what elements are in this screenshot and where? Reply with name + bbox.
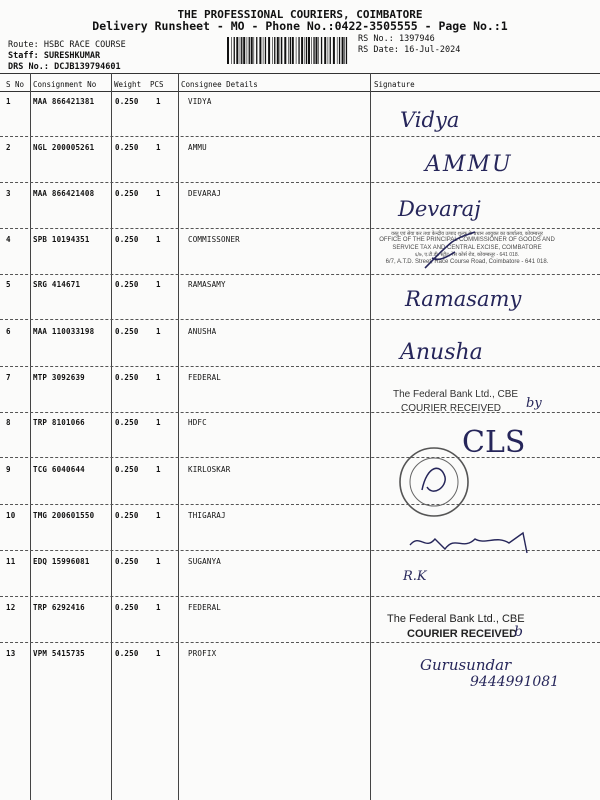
cell-sno: 13 <box>6 649 16 658</box>
cell-consignment-no: MAA 866421381 <box>33 97 95 106</box>
rs-date-line <box>358 45 460 55</box>
barcode-bar <box>263 37 264 64</box>
cell-pcs: 1 <box>156 649 161 658</box>
column-header-consignee: Consignee Details <box>181 80 258 89</box>
cell-sno: 10 <box>6 511 16 520</box>
gst-office-stamp: वस्तु एवं सेवा कर तथा केन्द्रीय उत्पाद शुल्क के प्रधान आयुक्त का कार्यालय, कोयम्बत्तूर OFFICE OF THE PRINCIPAL COMMISSIONER OF GOODS AND SERVICE TAX AND CENTRAL EXCISE, COIMBATORE ६/७, ए.टी.डी. स्ट्रीट, रेस कोर्स रोड, कोयम्बत्तूर - 641 018. 6/7, A.T.D. Street, Race Course Road, Coimbatore - 641 018. <box>336 231 598 266</box>
row-separator <box>0 366 600 367</box>
column-header-signature: Signature <box>374 80 415 89</box>
drs-line <box>8 62 121 72</box>
cell-consignee: AMMU <box>188 143 207 152</box>
table-row <box>0 184 600 230</box>
runsheet-subtitle: Delivery Runsheet - MO - Phone No.:0422-3505555 - Page No.:1 <box>92 19 508 33</box>
staff-label: Staff: <box>8 51 39 61</box>
cell-sno: 11 <box>6 557 16 566</box>
barcode-bar <box>243 37 245 64</box>
barcode-bar <box>346 37 347 64</box>
barcode-bar <box>268 37 270 64</box>
barcode-bar <box>330 37 331 64</box>
table-top-rule <box>0 73 600 74</box>
barcode-bar <box>344 37 345 64</box>
barcode-bar <box>272 37 273 64</box>
row-separator <box>0 319 600 320</box>
cell-consignment-no: MAA 866421408 <box>33 189 95 198</box>
row-separator <box>0 504 600 505</box>
barcode-bar <box>296 37 297 64</box>
barcode-bar <box>231 37 232 64</box>
column-header-sno: S No <box>6 80 25 89</box>
cell-sno: 2 <box>6 143 11 152</box>
cell-consignment-no: TMG 200601550 <box>33 511 95 520</box>
federal-bank-stamp <box>393 388 518 415</box>
commissioner-initials-signature <box>420 228 480 276</box>
cell-pcs: 1 <box>156 557 161 566</box>
cell-pcs: 1 <box>156 235 161 244</box>
column-header-pcs: PCS <box>150 80 164 89</box>
barcode-bar <box>249 37 250 64</box>
cell-weight: 0.250 <box>115 327 139 336</box>
cell-consignee: VIDYA <box>188 97 212 106</box>
staff-value: SURESHKUMAR <box>43 51 101 61</box>
barcode-bar <box>333 37 335 64</box>
barcode-bar <box>339 37 340 64</box>
barcode-bar <box>251 37 253 64</box>
federal-bank-stamp <box>387 612 525 642</box>
cell-consignment-no: MTP 3092639 <box>33 373 85 382</box>
barcode-bar <box>241 37 242 64</box>
barcode-bar <box>254 37 255 64</box>
barcode-bar <box>227 37 229 64</box>
company-title: THE PROFESSIONAL COURIERS, COIMBATORE <box>177 8 423 21</box>
rs-no-line <box>358 34 435 44</box>
barcode-bar <box>305 37 306 64</box>
cell-pcs: 1 <box>156 465 161 474</box>
cell-sno: 6 <box>6 327 11 336</box>
signature-handwriting: Devaraj <box>398 197 481 221</box>
barcode-bar <box>292 37 294 64</box>
signature-handwriting: R.K <box>403 569 427 584</box>
column-header-weight: Weight <box>114 80 142 89</box>
barcode-bar <box>274 37 275 64</box>
rs-date-label: RS Date: <box>358 45 399 55</box>
cell-consignee: SUGANYA <box>188 557 222 566</box>
cell-sno: 4 <box>6 235 11 244</box>
gst-stamp-line: 6/7, A.T.D. Street, Race Course Road, Coimbatore - 641 018. <box>385 258 549 265</box>
cell-weight: 0.250 <box>115 649 139 658</box>
cell-consignment-no: SRG 414671 <box>33 280 81 289</box>
cell-sno: 12 <box>6 603 16 612</box>
barcode-bar <box>308 37 310 64</box>
cell-pcs: 1 <box>156 143 161 152</box>
signature-handwriting: Anusha <box>400 340 483 365</box>
gst-stamp-line: OFFICE OF THE PRINCIPAL COMMISSIONER OF GOODS AND <box>379 237 555 244</box>
cell-weight: 0.250 <box>115 511 139 520</box>
signature-handwriting: AMMU <box>425 152 513 177</box>
row-separator <box>0 136 600 137</box>
cell-consignee: COMMISSONER <box>188 235 240 244</box>
cell-consignee: HDFC <box>188 418 207 427</box>
cell-weight: 0.250 <box>115 373 139 382</box>
barcode-bar <box>337 37 338 64</box>
column-header-consignment: Consignment No <box>33 80 97 89</box>
signature-handwriting: Ramasamy <box>405 287 522 311</box>
barcode <box>227 37 351 64</box>
bank-initials-signature: b <box>514 624 523 640</box>
route-label: Route: <box>8 40 39 50</box>
route-line <box>8 40 126 50</box>
cell-consignment-no: TCG 6040644 <box>33 465 85 474</box>
bank-stamp-line: COURIER RECEIVED <box>401 402 502 414</box>
cell-consignee: RAMASAMY <box>188 280 226 289</box>
cell-sno: 9 <box>6 465 11 474</box>
barcode-bar <box>259 37 261 64</box>
bank-stamp-line: The Federal Bank Ltd., CBE <box>387 613 525 625</box>
rs-date-value: 16-Jul-2024 <box>404 45 461 55</box>
cell-consignee: FEDERAL <box>188 603 222 612</box>
cell-weight: 0.250 <box>115 280 139 289</box>
barcode-bar <box>234 37 235 64</box>
cell-weight: 0.250 <box>115 97 139 106</box>
barcode-bar <box>313 37 314 64</box>
barcode-bar <box>281 37 282 64</box>
barcode-bar <box>288 37 289 64</box>
barcode-bar <box>256 37 257 64</box>
barcode-bar <box>301 37 303 64</box>
cell-consignment-no: NGL 200005261 <box>33 143 95 152</box>
barcode-bar <box>316 37 318 64</box>
barcode-bar <box>290 37 291 64</box>
bank-stamp-line: The Federal Bank Ltd., CBE <box>393 389 519 400</box>
signature-handwriting: CLS <box>462 425 526 460</box>
barcode-bar <box>324 37 326 64</box>
barcode-bar <box>306 37 307 64</box>
cell-weight: 0.250 <box>115 235 139 244</box>
cell-pcs: 1 <box>156 280 161 289</box>
cell-consignment-no: VPM 5415735 <box>33 649 85 658</box>
rs-no-value: 1397946 <box>398 34 435 44</box>
bank-stamp-line: COURIER RECEIVED <box>407 627 518 640</box>
barcode-bar <box>247 37 248 64</box>
cell-sno: 8 <box>6 418 11 427</box>
row-separator <box>0 182 600 183</box>
cell-weight: 0.250 <box>115 557 139 566</box>
cell-sno: 5 <box>6 280 11 289</box>
cell-consignee: KIRLOSKAR <box>188 465 231 474</box>
cell-pcs: 1 <box>156 418 161 427</box>
signature-phone-number: 9444991081 <box>470 674 560 690</box>
row-separator <box>0 642 600 643</box>
signature-handwriting: Gurusundar <box>420 656 512 674</box>
signature-handwriting: Vidya <box>400 108 460 132</box>
barcode-bar <box>277 37 279 64</box>
drs-label: DRS No.: <box>8 62 49 72</box>
cell-consignee: THIGARAJ <box>188 511 226 520</box>
cell-consignment-no: EDQ 15996081 <box>33 557 90 566</box>
table-row <box>0 322 600 368</box>
barcode-bar <box>311 37 312 64</box>
barcode-bar <box>328 37 329 64</box>
cell-consignee: FEDERAL <box>188 373 222 382</box>
cell-consignment-no: TRP 6292416 <box>33 603 85 612</box>
staff-line <box>8 51 100 61</box>
barcode-bar <box>280 37 281 64</box>
cell-consignment-no: MAA 110033198 <box>33 327 95 336</box>
cell-pcs: 1 <box>156 327 161 336</box>
gst-stamp-line: SERVICE TAX AND CENTRAL EXCISE, COIMBATORE <box>392 244 542 251</box>
barcode-bar <box>240 37 241 64</box>
cell-consignee: ANUSHA <box>188 327 217 336</box>
cell-consignee: PROFIX <box>188 649 217 658</box>
drs-value: DCJB139794601 <box>54 62 121 72</box>
row-separator <box>0 228 600 229</box>
round-seal-stamp <box>397 445 471 519</box>
barcode-bar <box>284 37 286 64</box>
cell-sno: 7 <box>6 373 11 382</box>
cell-consignment-no: TRP 8101066 <box>33 418 85 427</box>
cell-pcs: 1 <box>156 603 161 612</box>
rs-no-label: RS No.: <box>358 34 394 44</box>
cell-pcs: 1 <box>156 373 161 382</box>
cell-weight: 0.250 <box>115 418 139 427</box>
cell-consignment-no: SPB 10194351 <box>33 235 90 244</box>
barcode-bar <box>298 37 299 64</box>
cell-pcs: 1 <box>156 189 161 198</box>
cell-weight: 0.250 <box>115 603 139 612</box>
cell-weight: 0.250 <box>115 465 139 474</box>
cell-sno: 3 <box>6 189 11 198</box>
row-separator <box>0 596 600 597</box>
bank-initials-signature: by <box>526 396 542 411</box>
cell-consignee: DEVARAJ <box>188 189 222 198</box>
cell-weight: 0.250 <box>115 143 139 152</box>
cell-pcs: 1 <box>156 511 161 520</box>
barcode-bar <box>318 37 319 64</box>
barcode-bar <box>236 37 238 64</box>
cell-weight: 0.250 <box>115 189 139 198</box>
table-row <box>0 92 600 138</box>
signature-handwriting <box>405 525 535 565</box>
barcode-bar <box>265 37 266 64</box>
barcode-bar <box>342 37 344 64</box>
route-value: HSBC RACE COURSE <box>43 40 126 50</box>
cell-sno: 1 <box>6 97 11 106</box>
barcode-bar <box>321 37 322 64</box>
cell-pcs: 1 <box>156 97 161 106</box>
table-row <box>0 460 600 506</box>
